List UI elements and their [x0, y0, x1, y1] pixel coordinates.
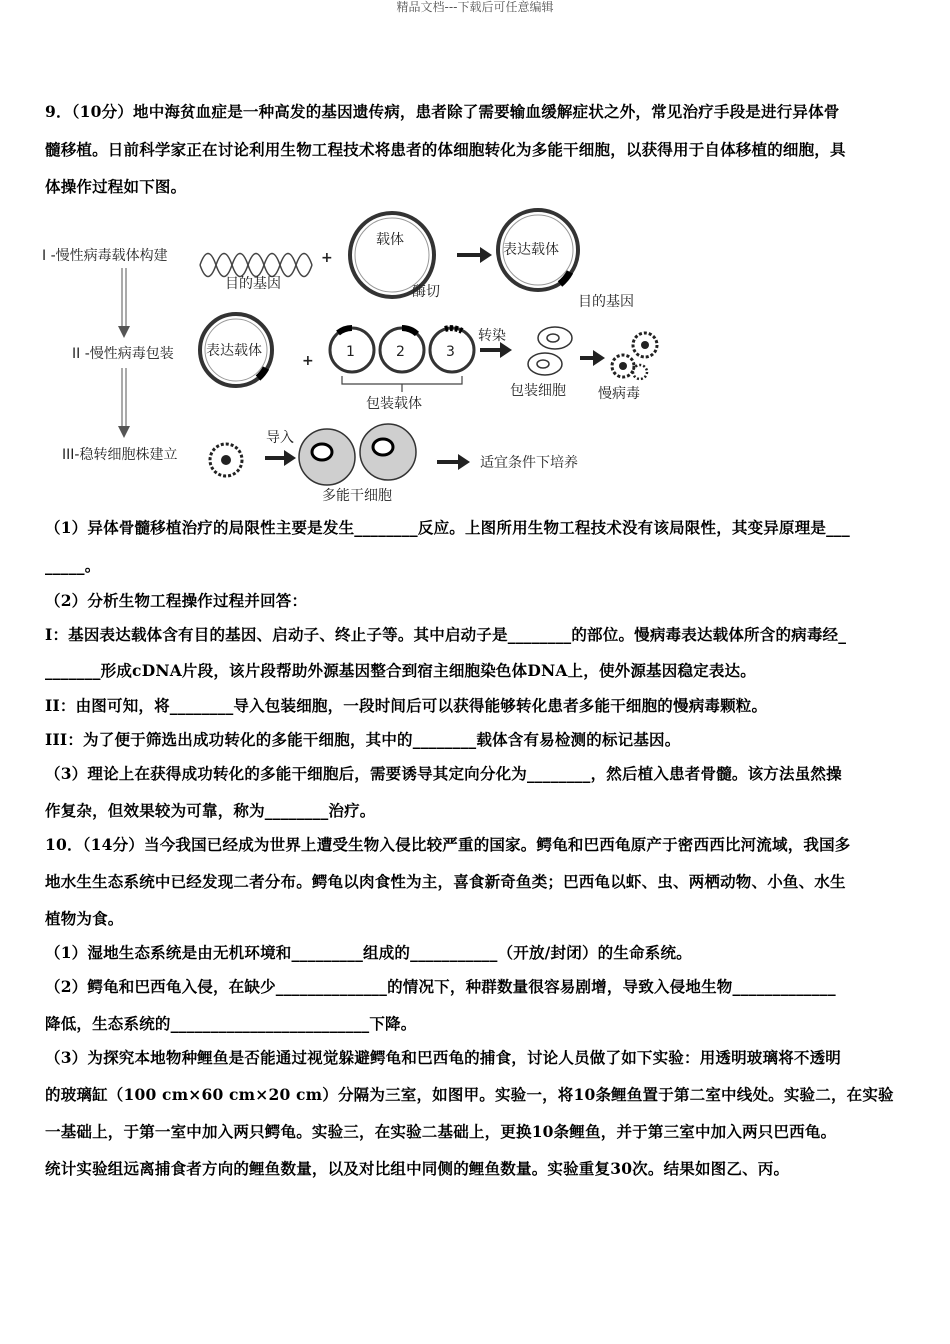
q10-line-2: 地水生生态系统中已经发现二者分布。鳄龟以肉食性为主，喜食新奇鱼类；巴西龟以虾、虫、两栖动物、小鱼、水生 [45, 872, 846, 891]
stem-cell-1-icon [299, 429, 355, 485]
q9-3-line-1: （3）理论上在获得成功转化的多能干细胞后，需要诱导其定向分化为________，然后植入患者骨髓。该方法虽然操 [45, 764, 842, 783]
q9-2-II-line: II：由图可知，将________导入包装细胞，一段时间后可以获得能够转化患者多能干细胞的慢病毒颗粒。 [45, 696, 768, 715]
q9-3-line-2: 作复杂，但效果较为可靠，称为________治疗。 [45, 801, 376, 820]
q9-1-line-2: _____。 [45, 556, 101, 575]
lentivirus-label: 慢病毒 [598, 386, 640, 402]
step1-label: I -慢性病毒载体构建 [42, 248, 168, 264]
target-gene-label: 目的基因 [225, 276, 281, 292]
packaging-plasmid-3-number: 3 [446, 344, 455, 360]
packaging-cell-label: 包装细胞 [510, 383, 566, 399]
arrow-right-3 [580, 350, 605, 366]
q10-3-line-4: 统计实验组远离捕食者方向的鲤鱼数量，以及对比组中同侧的鲤鱼数量。实验重复30次。结果如图乙、丙。 [45, 1159, 790, 1178]
q9-2-III-line: III：为了便于筛选出成功转化的多能干细胞，其中的________载体含有易检测的标记基因。 [45, 730, 681, 749]
q10-3-line-2: 的玻璃缸（100 cm×60 cm×20 cm）分隔为三室，如图甲。实验一，将10条鲤鱼置于第二室中线处。实验二，在实验 [45, 1085, 894, 1104]
packaging-vector-label: 包装载体 [366, 396, 422, 412]
page-header: 精品文档---下载后可任意编辑 [396, 0, 554, 14]
q9-line-3: 体操作过程如下图。 [45, 177, 187, 196]
packaging-plasmid-2-number: 2 [396, 344, 405, 360]
step2-label: II -慢性病毒包装 [72, 346, 174, 362]
arrow-right-5 [437, 454, 470, 470]
plus-sign-2: + [302, 353, 314, 369]
plus-sign-1: + [321, 250, 333, 266]
q10-3-line-3: 一基础上，于第一室中加入两只鳄龟。实验三，在实验二基础上，更换10条鲤鱼，并于第三室中加入两只巴西龟。 [45, 1122, 837, 1141]
arrow-right-4 [265, 450, 296, 466]
q9-line-1: 9．（10分）地中海贫血症是一种高发的基因遗传病，患者除了需要输血缓解症状之外，常见治疗手段是进行异体骨 [45, 102, 840, 121]
q9-2-I-line-1: I：基因表达载体含有目的基因、启动子、终止子等。其中启动子是________的部位。慢病毒表达载体所含的病毒经_ [45, 625, 847, 644]
q10-line-3: 植物为食。 [45, 909, 124, 928]
down-arrow-1 [118, 268, 130, 338]
target-gene-label-2: 目的基因 [578, 294, 634, 310]
q10-line-1: 10．（14分）当今我国已经成为世界上遭受生物入侵比较严重的国家。鳄龟和巴西龟原产于密西西比河流域，我国多 [45, 835, 851, 854]
packaging-vector-bracket [342, 376, 462, 392]
q9-line-2: 髓移植。日前科学家正在讨论利用生物工程技术将患者的体细胞转化为多能干细胞，以获得用于自体移植的细胞，具 [45, 140, 846, 159]
q10-3-line-1: （3）为探究本地物种鲤鱼是否能通过视觉躲避鳄龟和巴西龟的捕食，讨论人员做了如下实验：用透明玻璃将不透明 [45, 1048, 841, 1067]
lentivirus-particle-icon [210, 444, 242, 476]
q10-2-line-1: （2）鳄龟和巴西龟入侵，在缺少______________的情况下，种群数量很容易剧增，导致入侵地生物_____________ [45, 977, 836, 996]
expression-vector-label-2: 表达载体 [206, 343, 262, 359]
transfect-label: 转染 [478, 328, 506, 344]
enzyme-cut-label: 酶切 [412, 284, 440, 300]
arrow-right-2 [480, 342, 512, 358]
lentivirus-procedure-diagram [40, 200, 680, 510]
target-gene-dna-helix [200, 254, 312, 277]
expression-vector-label: 表达载体 [503, 242, 559, 258]
q10-2-line-2: 降低，生态系统的_________________________下降。 [45, 1014, 417, 1033]
q9-2-I-line-2: _______形成cDNA片段，该片段帮助外源基因整合到宿主细胞染色体DNA上，使外源基因稳定表达。 [45, 661, 756, 680]
down-arrow-2 [118, 368, 130, 438]
culture-label: 适宜条件下培养 [480, 455, 578, 471]
packaging-plasmid-1-number: 1 [346, 344, 355, 360]
lentivirus-particles-icon [612, 333, 657, 379]
q10-1-line: （1）湿地生态系统是由无机环境和_________组成的___________（开放/封闭）的生命系统。 [45, 943, 692, 962]
q9-1-line-1: （1）异体骨髓移植治疗的局限性主要是发生________反应。上图所用生物工程技术没有该局限性，其变异原理是___ [45, 518, 850, 537]
vector-label: 载体 [376, 232, 404, 248]
stem-cell-2-icon [360, 424, 416, 480]
import-label: 导入 [266, 430, 294, 446]
arrow-right-1 [457, 247, 492, 263]
stem-cell-label: 多能干细胞 [322, 488, 392, 504]
q9-2-line: （2）分析生物工程操作过程并回答： [45, 591, 308, 610]
packaging-cell-icon [528, 327, 572, 375]
step3-label: III-稳转细胞株建立 [62, 447, 178, 463]
